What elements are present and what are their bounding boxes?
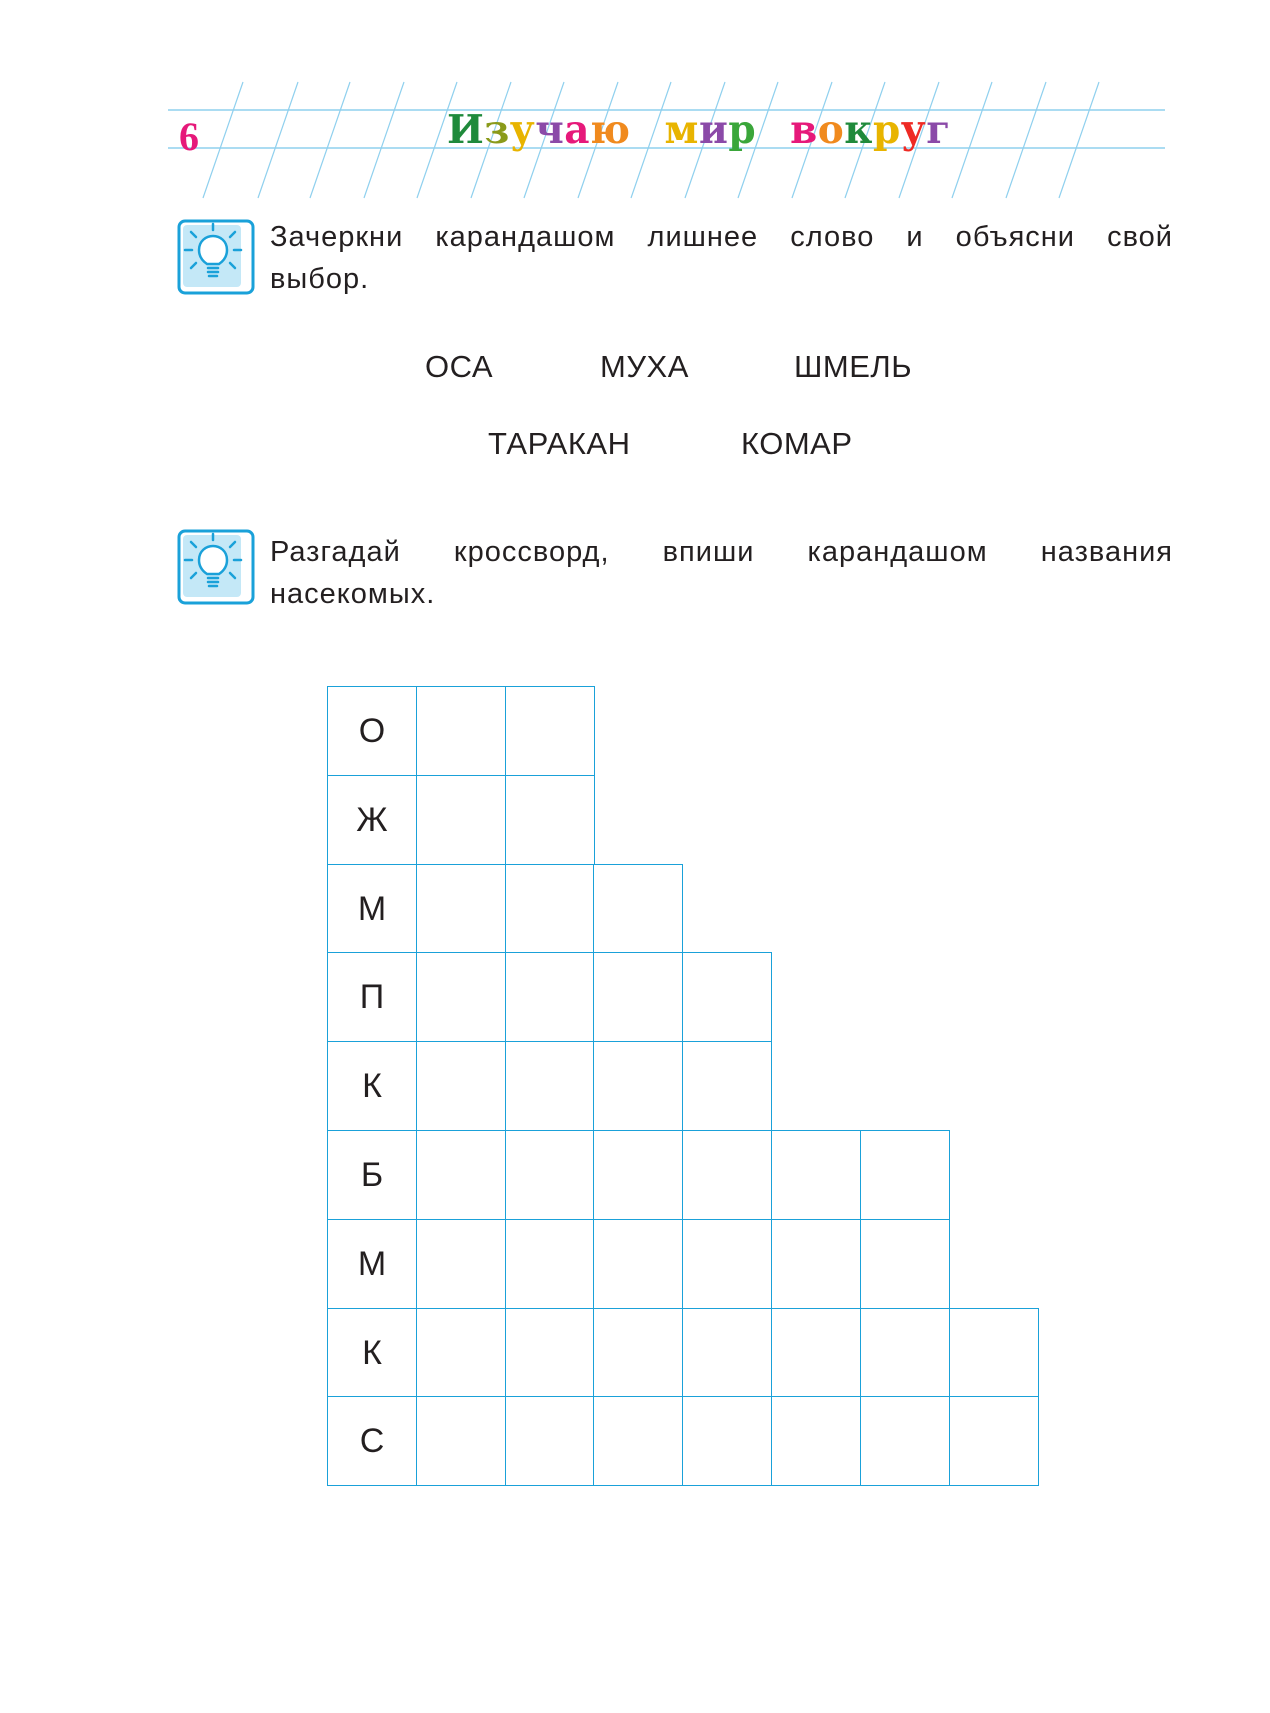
crossword-cell[interactable] [682, 1041, 772, 1131]
page-number: 6 [179, 114, 199, 159]
crossword-cell[interactable] [682, 952, 772, 1042]
crossword-cell[interactable] [682, 1219, 772, 1309]
crossword-cell[interactable] [949, 1396, 1039, 1486]
crossword-first-letter-cell[interactable]: Ж [327, 775, 417, 865]
crossword-first-letter-cell[interactable]: О [327, 686, 417, 776]
title-letter: ч [535, 107, 565, 153]
header-guide-lines [0, 0, 1270, 200]
title-letter: И [447, 107, 485, 153]
crossword-cell[interactable] [505, 864, 595, 954]
crossword-cell[interactable] [416, 1308, 506, 1398]
crossword-first-letter-cell[interactable]: С [327, 1396, 417, 1486]
crossword-cell[interactable] [416, 1041, 506, 1131]
word-option: ОСА [425, 349, 493, 384]
title-letter: в [790, 107, 818, 153]
crossword-cell[interactable] [505, 1396, 595, 1486]
title-letter: у [900, 107, 927, 153]
crossword-cell[interactable] [416, 1396, 506, 1486]
crossword-cell[interactable] [505, 686, 595, 776]
crossword-cell[interactable] [416, 864, 506, 954]
crossword-cell[interactable] [505, 775, 595, 865]
page-title [447, 107, 951, 153]
title-letter: а [564, 107, 591, 153]
crossword-cell[interactable] [860, 1308, 950, 1398]
crossword-cell[interactable] [593, 1130, 683, 1220]
crossword-cell[interactable] [416, 1130, 506, 1220]
title-letter: г [926, 107, 951, 153]
crossword-cell[interactable] [593, 864, 683, 954]
crossword-cell[interactable] [949, 1308, 1039, 1398]
crossword-cell[interactable] [771, 1219, 861, 1309]
crossword-cell[interactable] [771, 1130, 861, 1220]
title-letter: к [844, 107, 873, 153]
crossword-cell[interactable] [505, 1041, 595, 1131]
crossword-cell[interactable] [860, 1219, 950, 1309]
crossword-cell[interactable] [860, 1130, 950, 1220]
crossword-cell[interactable] [682, 1396, 772, 1486]
crossword-cell[interactable] [593, 1396, 683, 1486]
crossword-cell[interactable] [860, 1396, 950, 1486]
crossword-cell[interactable] [505, 1130, 595, 1220]
crossword-first-letter-cell[interactable]: М [327, 1219, 417, 1309]
word-option: ШМЕЛЬ [794, 349, 913, 384]
crossword-cell[interactable] [416, 775, 506, 865]
crossword-cell[interactable] [771, 1308, 861, 1398]
title-letter: р [728, 107, 757, 153]
crossword-cell[interactable] [682, 1308, 772, 1398]
crossword-cell[interactable] [416, 1219, 506, 1309]
task-1-instruction: Зачеркни карандашом лишнее слово и объясни свой выбор. [270, 221, 1173, 295]
crossword-first-letter-cell[interactable]: М [327, 864, 417, 954]
word-option: МУХА [600, 349, 689, 384]
lightbulb-icon [177, 529, 255, 605]
title-letter: з [484, 107, 510, 153]
crossword-first-letter-cell[interactable]: П [327, 952, 417, 1042]
title-letter: и [698, 107, 729, 153]
title-word [665, 107, 757, 153]
title-letter: у [509, 107, 536, 153]
crossword-cell[interactable] [416, 686, 506, 776]
crossword-first-letter-cell[interactable]: К [327, 1308, 417, 1398]
title-letter: м [664, 107, 699, 153]
lightbulb-icon [177, 219, 255, 295]
title-letter: о [817, 107, 845, 153]
title-letter: ю [590, 107, 631, 153]
crossword-cell[interactable] [593, 1219, 683, 1309]
crossword-first-letter-cell[interactable]: Б [327, 1130, 417, 1220]
crossword-cell[interactable] [505, 1219, 595, 1309]
crossword-cell[interactable] [416, 952, 506, 1042]
crossword-cell[interactable] [505, 952, 595, 1042]
task-2-instruction: Разгадай кроссворд, впиши карандашом названия насекомых. [270, 536, 1173, 610]
crossword-cell[interactable] [593, 1041, 683, 1131]
crossword-first-letter-cell[interactable]: К [327, 1041, 417, 1131]
crossword-cell[interactable] [593, 1308, 683, 1398]
crossword-cell[interactable] [593, 952, 683, 1042]
title-word [447, 107, 631, 153]
title-word [790, 107, 950, 153]
crossword-cell[interactable] [505, 1308, 595, 1398]
title-letter: р [872, 107, 901, 153]
word-option: КОМАР [741, 426, 853, 461]
crossword-cell[interactable] [771, 1396, 861, 1486]
word-option: ТАРАКАН [488, 426, 631, 461]
crossword-cell[interactable] [682, 1130, 772, 1220]
